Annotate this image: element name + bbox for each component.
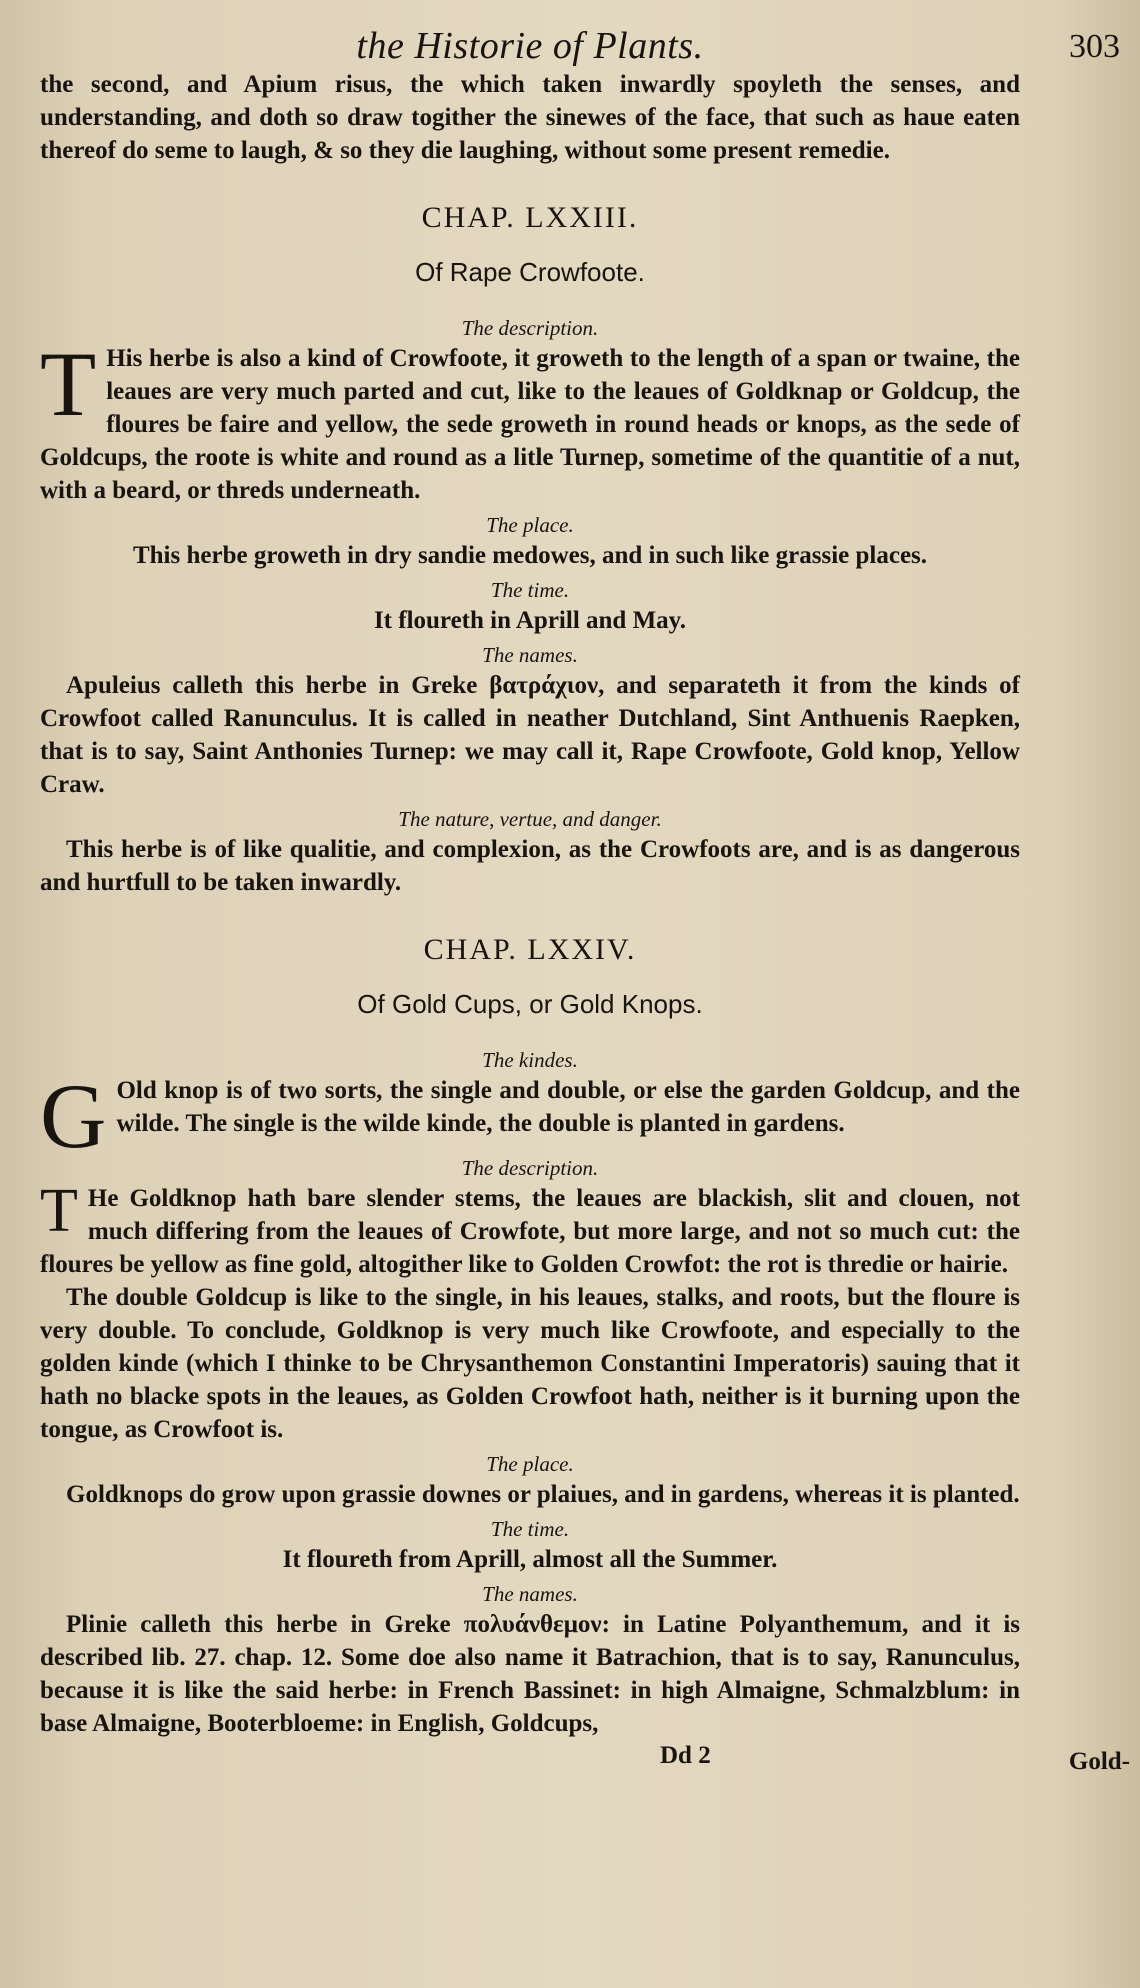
signature-mark: Dd 2 bbox=[660, 1742, 711, 1769]
section-label-place-74: The place. bbox=[486, 1452, 574, 1476]
intro-paragraph: the second, and Apium risus, the which taken inwardly spoyleth the senses, and understanding, and doth so draw togither the sinewes of the face, that such as haue eaten thereof do seme to laugh, & so they die laughing, without some present remedie. bbox=[40, 71, 1020, 164]
section-label-names-74: The names. bbox=[482, 1582, 578, 1606]
section-label-description-74: The description. bbox=[461, 1156, 599, 1180]
section-label-description-73: The description. bbox=[461, 316, 599, 340]
section-label-time-74: The time. bbox=[490, 1517, 570, 1541]
drop-cap-initial: G bbox=[40, 1065, 107, 1167]
description-text-74-second: The double Goldcup is like to the single, in his leaues, stalks, and roots, but the floure is very double. To conclude, Goldknop is very much like Crowfoote, and especially to the golden kinde (which I thinke to be Chrysanthemon Constantini Imperatoris) sauing that it hath no blacke spots in the leaues, as Golden Crowfoot hath, neither is it burning upon the tongue, as Crowfoot is. bbox=[40, 1284, 1020, 1443]
page-footer bbox=[40, 1742, 1130, 1782]
chapter-heading-73: CHAP. LXXIII. bbox=[421, 201, 639, 234]
kindes-paragraph-74 bbox=[40, 1065, 1020, 1167]
running-head bbox=[40, 20, 1120, 68]
section-label-time-73: The time. bbox=[490, 578, 570, 602]
section-label-kindes-74: The kindes. bbox=[482, 1048, 578, 1072]
place-text-73: This herbe groweth in dry sandie medowes, and in such like grassie places. bbox=[132, 542, 928, 569]
chapter-title-74: Of Gold Cups, or Gold Knops. bbox=[357, 989, 703, 1019]
description-paragraph-74 bbox=[40, 1177, 1020, 1281]
chapter-heading-74: CHAP. LXXIV. bbox=[423, 933, 637, 966]
page-number: 303 bbox=[1069, 28, 1120, 65]
kindes-text-74: Old knop is of two sorts, the single and double, or else the garden Goldcup, and the wilde. The single is the wilde kinde, the double is planted in gardens. bbox=[116, 1077, 1020, 1137]
description-paragraph-73 bbox=[40, 333, 1020, 507]
drop-cap-initial: T bbox=[40, 333, 97, 435]
time-text-73: It floureth in Aprill and May. bbox=[373, 607, 687, 634]
section-label-nature-73: The nature, vertue, and danger. bbox=[398, 807, 662, 831]
names-text-74: Plinie calleth this herbe in Greke πολυάνθεμον: in Latine Polyanthemum, and it is described lib. 27. chap. 12. Some doe also name it Batrachion, that is to say, Ranunculus, because it is like the said herbe: in French Bassinet: in high Almaigne, Schmalzblum: in base Almaigne, Booterbloeme: in English, Goldcups, bbox=[40, 1611, 1020, 1737]
place-text-74: Goldknops do grow upon grassie downes or plaiues, and in gardens, whereas it is planted. bbox=[66, 1481, 1020, 1508]
catchword: Gold- bbox=[1068, 1748, 1130, 1775]
section-label-place-73: The place. bbox=[486, 513, 574, 537]
section-label-names-73: The names. bbox=[482, 643, 578, 667]
description-text-74: He Goldknop hath bare slender stems, the leaues are blackish, slit and clouen, not much differing from the leaues of Crowfote, but more large, and not so much cut: the floures be yellow as fine gold, altogither like to Golden Crowfot: the rot is thredie or hairie. bbox=[40, 1185, 1020, 1278]
drop-cap-initial: T bbox=[40, 1177, 78, 1245]
nature-text-73: This herbe is of like qualitie, and complexion, as the Crowfoots are, and is as dangerous and hurtfull to be taken inwardly. bbox=[40, 836, 1020, 896]
running-title: the Historie of Plants. bbox=[356, 25, 704, 67]
description-text-73: His herbe is also a kind of Crowfoote, it groweth to the length of a span or twaine, the leaues are very much parted and cut, like to the leaues of Goldknap or Goldcup, the floures be faire and yellow, the sede groweth in round heads or knops, as the sede of Goldcups, the roote is white and round as a litle Turnep, sometime of the quantitie of a nut, with a beard, or threds underneath. bbox=[40, 345, 1020, 504]
chapter-title-73: Of Rape Crowfoote. bbox=[415, 257, 645, 287]
time-text-74: It floureth from Aprill, almost all the Summer. bbox=[282, 1546, 778, 1573]
names-text-73: Apuleius calleth this herbe in Greke βατράχιον, and separateth it from the kinds of Crowfoot called Ranunculus. It is called in neather Dutchland, Sint Anthuenis Raepken, that is to say, Saint Anthonies Turnep: we may call it, Rape Crowfoote, Gold knop, Yellow Craw. bbox=[40, 672, 1020, 798]
